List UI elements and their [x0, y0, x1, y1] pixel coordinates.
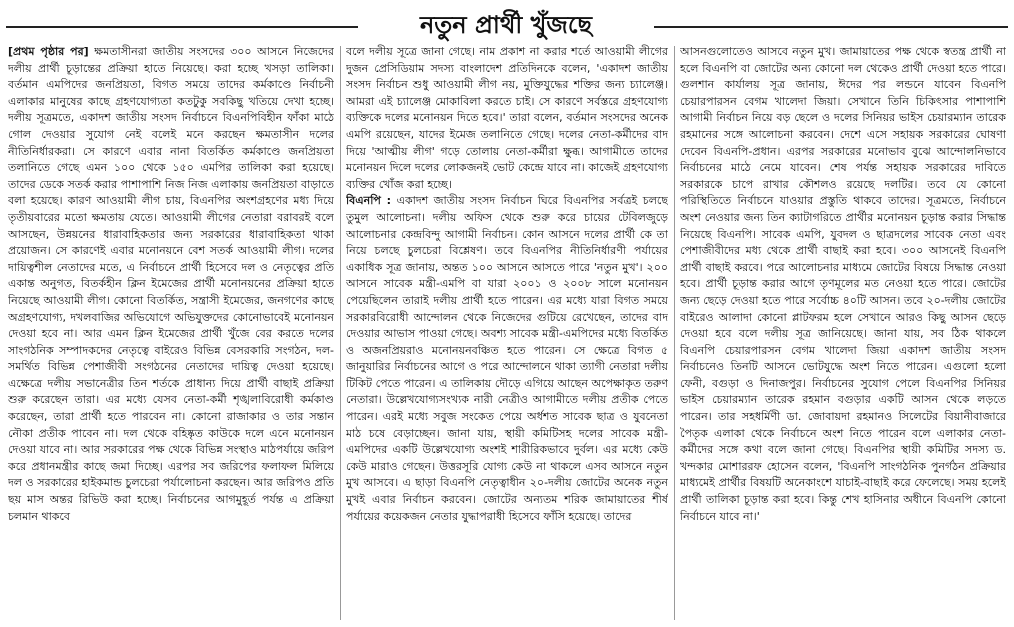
article-column-3 — [680, 44, 1006, 624]
column-divider-2 — [674, 46, 675, 620]
article-column-1 — [8, 44, 334, 624]
top-page-strip — [0, 0, 1014, 7]
headline-rule-left — [6, 26, 358, 28]
column-divider-1 — [340, 46, 341, 620]
headline-rule-right — [654, 26, 1008, 28]
column-2-section — [346, 193, 668, 525]
article-column-2 — [346, 44, 668, 624]
column-2-section-text: একাদশ জাতীয় সংসদ নির্বাচন ঘিরে বিএনপির সর্বত্রই চলছে তুমুল আলোচনা। দলীয় অফিস থেকে শুরু করে চায়ের টেবিলজুড়ে আলোচনার কেন্দ্রবিন্দু আগামী নির্বাচন। কোন আসনে দলের প্রার্থী কে তা নিয়ে চলছে চুলচেরা বিশ্লেষণ। তবে বিএনপির নীতিনির্ধারণী পর্যায়ের একাধিক সূত্র জানায়, অন্তত ১০০ আসনে আসতে পারে 'নতুন মুখ'। ২০০ আসনে সাবেক মন্ত্রী-এমপি বা যারা ২০০১ ও ২০০৮ সালে মনোনয়ন পেয়েছিলেন তারাই দলীয় প্রার্থী হতে পারেন। এর মধ্যে যারা বিগত সময়ে সরকারবিরোধী আন্দোলন থেকে নিজেদের গুটিয়ে রেখেছেন, তাদের বাদ দেওয়ার আভাস পাওয়া গেছে। অবশ্য সাবেক মন্ত্রী-এমপিদের মধ্যে বিতর্কিত ও অজনপ্রিয়রাও মনোনয়নবঞ্চিত হতে পারেন। সে ক্ষেত্রে বিগত ৫ জানুয়ারির নির্বাচনের আগে ও পরে আন্দোলনে থাকা ত্যাগী নেতারা দলীয় টিকিট পেতে পারেন। এ তালিকায় দৌড়ে এগিয়ে আছেন অপেক্ষাকৃত তরুণ নেতারা। উল্লেখযোগ্যসংখ্যক নারী নেত্রীও আগামীতে দলীয় প্রতীক পেতে পারেন। এরই মধ্যে সবুজ সংকেত পেয়ে অর্ধশত সাবেক ছাত্র ও যুবনেতা মাঠ চষে বেড়াচ্ছেন। জানা যায়, স্থায়ী কমিটিসহ দলের সাবেক মন্ত্রী-এমপিদের একটি উল্লেখযোগ্য অংশই শারীরিকভাবে দুর্বল। এর মধ্যে কেউ কেউ মারাও গেছেন। উত্তরসূরি যোগ্য কেউ না থাকলে এসব আসনে নতুন মুখ আসবে। এ ছাড়া বিএনপি নেতৃত্বাধীন ২০-দলীয় জোটের অনেক নতুন মুখই এবার নির্বাচন করবেন। জোটের অন্যতম শরিক জামায়াতের শীর্ষ পর্যায়ের কয়েকজন নেতার যুদ্ধাপরাধী হিসেবে ফাঁসি হয়েছে। তাদের — [346, 194, 668, 523]
headline-row — [6, 8, 1008, 42]
article-body — [8, 44, 1006, 624]
article-headline: নতুন প্রার্থী খুঁজছে — [419, 11, 593, 39]
section-subhead-bnp: বিএনপি : — [346, 194, 392, 208]
continuation-tag: [প্রথম পৃষ্ঠার পর] — [8, 45, 89, 58]
column-1-text: ক্ষমতাসীনরা জাতীয় সংসদের ৩০০ আসনে নিজেদের দলীয় প্রার্থী চূড়ান্তের প্রক্রিয়া হাতে নিয়েছে। করা হচ্ছে খসড়া তালিকা। বর্তমান এমপিদের জনপ্রিয়তা, বিগত সময়ে তাদের কর্মকাণ্ডে নির্বাচনী এলাকার মানুষের কাছে গ্রহণযোগ্যতা কতটুকু সবকিছু খতিয়ে দেখা হচ্ছে। দলীয় সূত্রমতে, একাদশ জাতীয় সংসদ নির্বাচনে বিএনপিবিহীন ফাঁকা মাঠে গোল দেওয়ার সুযোগ নেই বলেই মনে করছেন ক্ষমতাসীন দলের নীতিনির্ধারকরা। সে কারণে এবার নানা বিতর্কিত কর্মকাণ্ডে জনপ্রিয়তা তলানিতে গেছে এমন ১০০ থেকে ১৫০ এমপির তালিকা করা হয়েছে। তাদের ডেকে সতর্ক করার পাশাপাশি নিজ নিজ এলাকায় জনপ্রিয়তা বাড়াতে বলা হয়েছে। কারণ আওয়ামী লীগ চায়, বিএনপির অংশগ্রহণের মধ্য দিয়ে তৃতীয়বারের মতো ক্ষমতায় যেতে। আওয়ামী লীগের নেতারা বরাবরই বলে আসছেন, উন্নয়নের ধারাবাহিকতার জন্য সরকারের ধারাবাহিকতা থাকা প্রয়োজন। সে কারণেই এবার মনোনয়নে বেশ সতর্ক আওয়ামী লীগ। দলের দায়িত্বশীল নেতাদের মতে, এ নির্বাচনে প্রার্থী হিসেবে দল ও নেতৃত্বের প্রতি একান্ত অনুগত, বিতর্কহীন ক্লিন ইমেজের প্রার্থী মনোনয়নের প্রক্রিয়া হাতে নিয়েছে আওয়ামী লীগ। কোনো বিতর্কিত, সন্ত্রাসী ইমেজের, জনগণের কাছে অগ্রহণযোগ্য, দখলবাজির অভিযোগে অভিযুক্তদের কোনোভাবেই মনোনয়ন দেওয়া হবে না। আর এমন ক্লিন ইমেজের প্রার্থী খুঁজে বের করতে দলের সাংগঠনিক সম্পাদকদের নেতৃত্বে বাইরেও বিভিন্ন বেসরকারি সংগঠন, দল-সমর্থিত বিভিন্ন পেশাজীবী সংগঠনের নেতাদের দায়িত্ব দেওয়া হয়েছে। এক্ষেত্রে দলীয় সভানেত্রীর তিন শর্তকে প্রাধান্য দিয়ে প্রার্থী বাছাই প্রক্রিয়া শুরু করেছেন তারা। এর মধ্যে যেসব নেতা-কর্মী শৃঙ্খলাবিরোধী কর্মকাণ্ড করেছেন, তারা প্রার্থী হতে পারবেন না। কোনো রাজাকার ও তার সন্তান নৌকা প্রতীক পাবেন না। দল থেকে বহিষ্কৃত কাউকে দলে এনে মনোনয়ন দেওয়া যাবে না। আর সরকারের পক্ষ থেকে বিভিন্ন সংস্থাও মাঠপর্যায়ে জরিপ করে প্রধানমন্ত্রীর কাছে জমা দিচ্ছে। এরপর সব জরিপের ফলাফল মিলিয়ে দল ও সরকারের হাইকমান্ড চুলচেরা পর্যালোচনা করছেন। আর জরিপও প্রতি ছয় মাস অন্তর রিভিউ করা হচ্ছে। নির্বাচনের আগমুহূর্ত পর্যন্ত এ প্রক্রিয়া চলমান থাকবে — [8, 45, 334, 523]
column-2-text: বলে দলীয় সূত্রে জানা গেছে। নাম প্রকাশ না করার শর্তে আওয়ামী লীগের দুজন প্রেসিডিয়াম সদস্য বাংলাদেশ প্রতিদিনকে বলেন, 'একাদশ জাতীয় সংসদ নির্বাচন শুধু আওয়ামী লীগ নয়, মুক্তিযুদ্ধের শক্তির জন্য চ্যালেঞ্জ। আমরা এই চ্যালেঞ্জ মোকাবিলা করতে চাই। সে কারণে সর্বস্তরে গ্রহণযোগ্য ব্যক্তিকে দলের মনোনয়ন দিতে হবে।' তারা বলেন, বর্তমান সংসদের অনেক এমপি রয়েছেন, যাদের ইমেজ তলানিতে গেছে। দলের নেতা-কর্মীদের বাদ দিয়ে 'আত্মীয় লীগ' গড়ে তোলায় নেতা-কর্মীরা ক্ষুব্ধ। আগামীতে তাদের মনোনয়ন দিলে দলের লোকজনই ভোট কেন্দ্রে যাবে না। কাজেই গ্রহণযোগ্য ব্যক্তির খোঁজ করা হচ্ছে। — [346, 45, 668, 191]
column-3-text: আসনগুলোতেও আসবে নতুন মুখ। জামায়াতের পক্ষ থেকে স্বতন্ত্র প্রার্থী না হলে বিএনপি বা জোটের অন্য কোনো দল থেকেও প্রার্থী দেওয়া হতে পারে। গুলশান কার্যালয় সূত্র জানায়, ঈদের পর লন্ডনে যাবেন বিএনপি চেয়ারপারসন বেগম খালেদা জিয়া। সেখানে তিনি চিকিৎসার পাশাপাশি আগামী নির্বাচন নিয়ে বড় ছেলে ও দলের সিনিয়র ভাইস চেয়ারম্যান তারেক রহমানের সঙ্গে আলোচনা করবেন। দেশে এসে সহায়ক সরকারের ঘোষণা দেবেন বিএনপি-প্রধান। এরপর সরকারের মনোভাব বুঝে আন্দোলনিভাবে নির্বাচনের মাঠে নেমে যাবেন। শেষ পর্যন্ত সহায়ক সরকারের দাবিতে সরকারকে চাপে রাখার কৌশলও রয়েছে দলটির। তবে যে কোনো পরিস্থিতিতে নির্বাচনে যাওয়ার প্রস্তুতি থাকবে তাদের। সূত্রমতে, নির্বাচনে অংশ নেওয়ার জন্য তিন ক্যাটাগরিতে প্রার্থীর মনোনয়ন চূড়ান্ত করার সিদ্ধান্ত নিয়েছে বিএনপি। সাবেক এমপি, যুবদল ও ছাত্রদলের সাবেক নেতা এবং পেশাজীবীদের মধ্য থেকে প্রার্থী বাছাই করা হবে। ৩০০ আসনেই বিএনপি প্রার্থী বাছাই করবে। পরে আলোচনার মাধ্যমে জোটের বিষয়ে সিদ্ধান্ত নেওয়া হবে। প্রার্থী চূড়ান্ত করার আগে তৃণমূলের মত নেওয়া হতে পারে। জোটের জন্য ছেড়ে দেওয়া হতে পারে সর্বোচ্চ ৪০টি আসন। তবে ২০-দলীয় জোটের বাইরেও আলাদা কোনো প্লাটফরম হলে সেখানে আরও কিছু আসন ছেড়ে দেওয়া হবে বলে দলীয় সূত্র জানিয়েছে। জানা যায়, সব ঠিক থাকলে বিএনপি চেয়ারপারসন বেগম খালেদা জিয়া একাদশ জাতীয় সংসদ নির্বাচনেও তিনটি আসনে ভোটযুদ্ধে অংশ নিতে পারেন। এগুলো হলো ফেনী, বগুড়া ও দিনাজপুর। নির্বাচনের সুযোগ পেলে বিএনপির সিনিয়র ভাইস চেয়ারম্যান তারেক রহমান বগুড়ার একটি আসন থেকে লড়তে পারেন। তার সহধর্মিণী ডা. জোবায়দা রহমানও সিলেটের বিয়ানীবাজারে পৈতৃক এলাকা থেকে নির্বাচনে অংশ নিতে পারেন বলে এলাকার নেতা-কর্মীদের সঙ্গে কথা বলে জানা গেছে। বিএনপির স্থায়ী কমিটির সদস্য ড. খন্দকার মোশাররফ হোসেন বলেন, 'বিএনপি সাংগঠনিক পুনর্গঠন প্রক্রিয়ার মাধ্যমেই প্রার্থীর বিষয়টি অনেকাংশে যাচাই-বাছাই করে ফেলেছে। সময় হলেই প্রার্থী তালিকা চূড়ান্ত করা হবে। কিন্তু শেখ হাসিনার অধীনে বিএনপি কোনো নির্বাচনে যাবে না।' — [680, 45, 1006, 523]
column-1-paragraph — [8, 44, 334, 525]
